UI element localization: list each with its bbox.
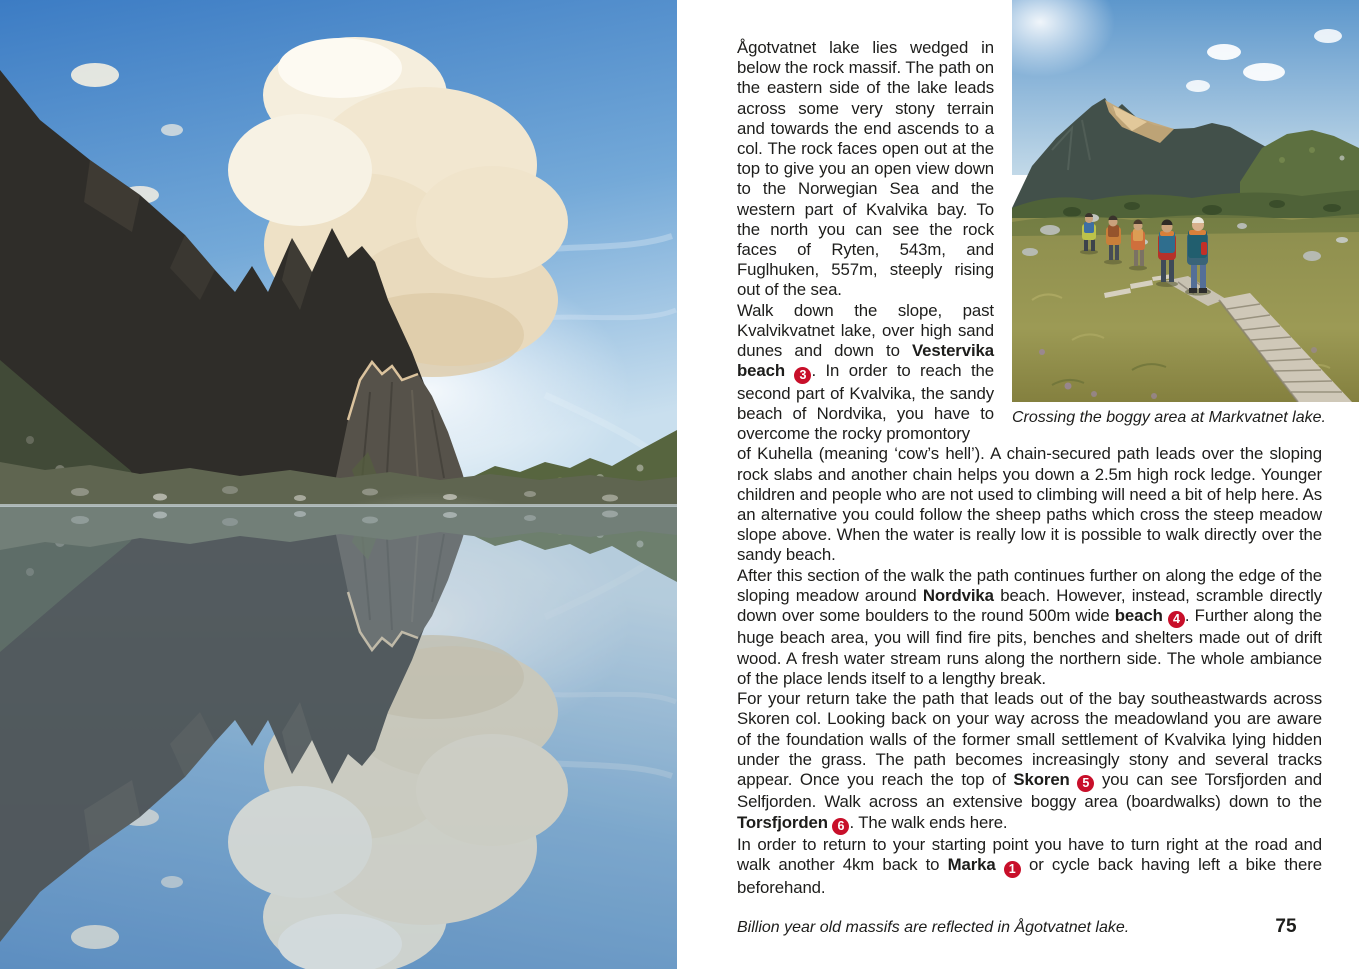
paragraph: After this section of the walk the path continues further on along the edge of the sloping meadow around Nordvika beach. However, instead, scramble directly down over some boulders to the round 500m wide beach 4 . Further along the huge beach area, you will find fire pits, benches and shelters made out of drift wood. A fresh water stream runs along the northern side. The whole ambiance of the place lends itself to a lengthy break. xyxy=(737,565,1322,688)
inset-photo-caption: Crossing the boggy area at Markvatnet lake. xyxy=(1012,409,1326,426)
main-photo xyxy=(0,0,677,969)
paragraph: Walk down the slope, past Kvalvikvatnet lake, over high sand dunes and down to Vestervika beach 3 . In order to reach the second part of Kvalvika, the sandy beach of Nordvika, you have to overcome the rocky promontory xyxy=(737,300,995,444)
route-point-badge: 3 xyxy=(794,367,811,384)
route-point-badge: 1 xyxy=(1004,861,1021,878)
paragraph: In order to return to your starting point you have to turn right at the road and walk another 4km back to Marka 1 or cycle back having left a bike there beforehand. xyxy=(737,835,1322,897)
route-point-badge: 4 xyxy=(1168,611,1185,628)
main-photo-caption: Billion year old massifs are reflected in Ågotvatnet lake. xyxy=(737,919,1130,937)
article-text xyxy=(737,38,1322,938)
route-point-badge: 5 xyxy=(1077,775,1094,792)
mountain-lake-reflection-illustration xyxy=(0,0,677,969)
paragraph: For your return take the path that leads out of the bay southeastwards across Skoren col. Looking back on your way across the meadowland you are aware of the foundation walls of the former small settlement of Kvalvika lying hidden under the grass. The path becomes increasingly stony and several tracks appear. Once you reach the top of Skoren 5 you can see Torsfjorden and Selfjorden. Walk across an extensive boggy area (boardwalks) down to the Torsfjorden 6 . The walk ends here. xyxy=(737,689,1323,834)
route-point-badge: 6 xyxy=(832,818,849,835)
page-number: 75 xyxy=(1275,916,1297,937)
full-width-text xyxy=(737,444,1322,938)
paragraph: Ågotvatnet lake lies wedged in below the rock massif. The path on the eastern side of the lake leads across some very stony terrain and towards the end ascends to a col. The rock faces open out at the top to give you an open view down to the Norwegian Sea and the western part of Kvalvika bay. To the north you can see the rock faces of Ryten, 543m, and Fuglhuken, 557m, steeply rising out of the sea. xyxy=(737,38,994,300)
paragraph: of Kuhella (meaning ‘cow’s hell’). A chain-secured path leads over the sloping rock slabs and another chain helps you down a 2.5m high rock ledge. Younger children and people who are not used to climbing will need a bit of help here. As an alternative you could follow the sheep paths which cross the steep meadow slope above. When the water is really low it is possible to walk directly over the sandy beach. xyxy=(737,444,1322,565)
narrow-text-column xyxy=(737,38,994,444)
